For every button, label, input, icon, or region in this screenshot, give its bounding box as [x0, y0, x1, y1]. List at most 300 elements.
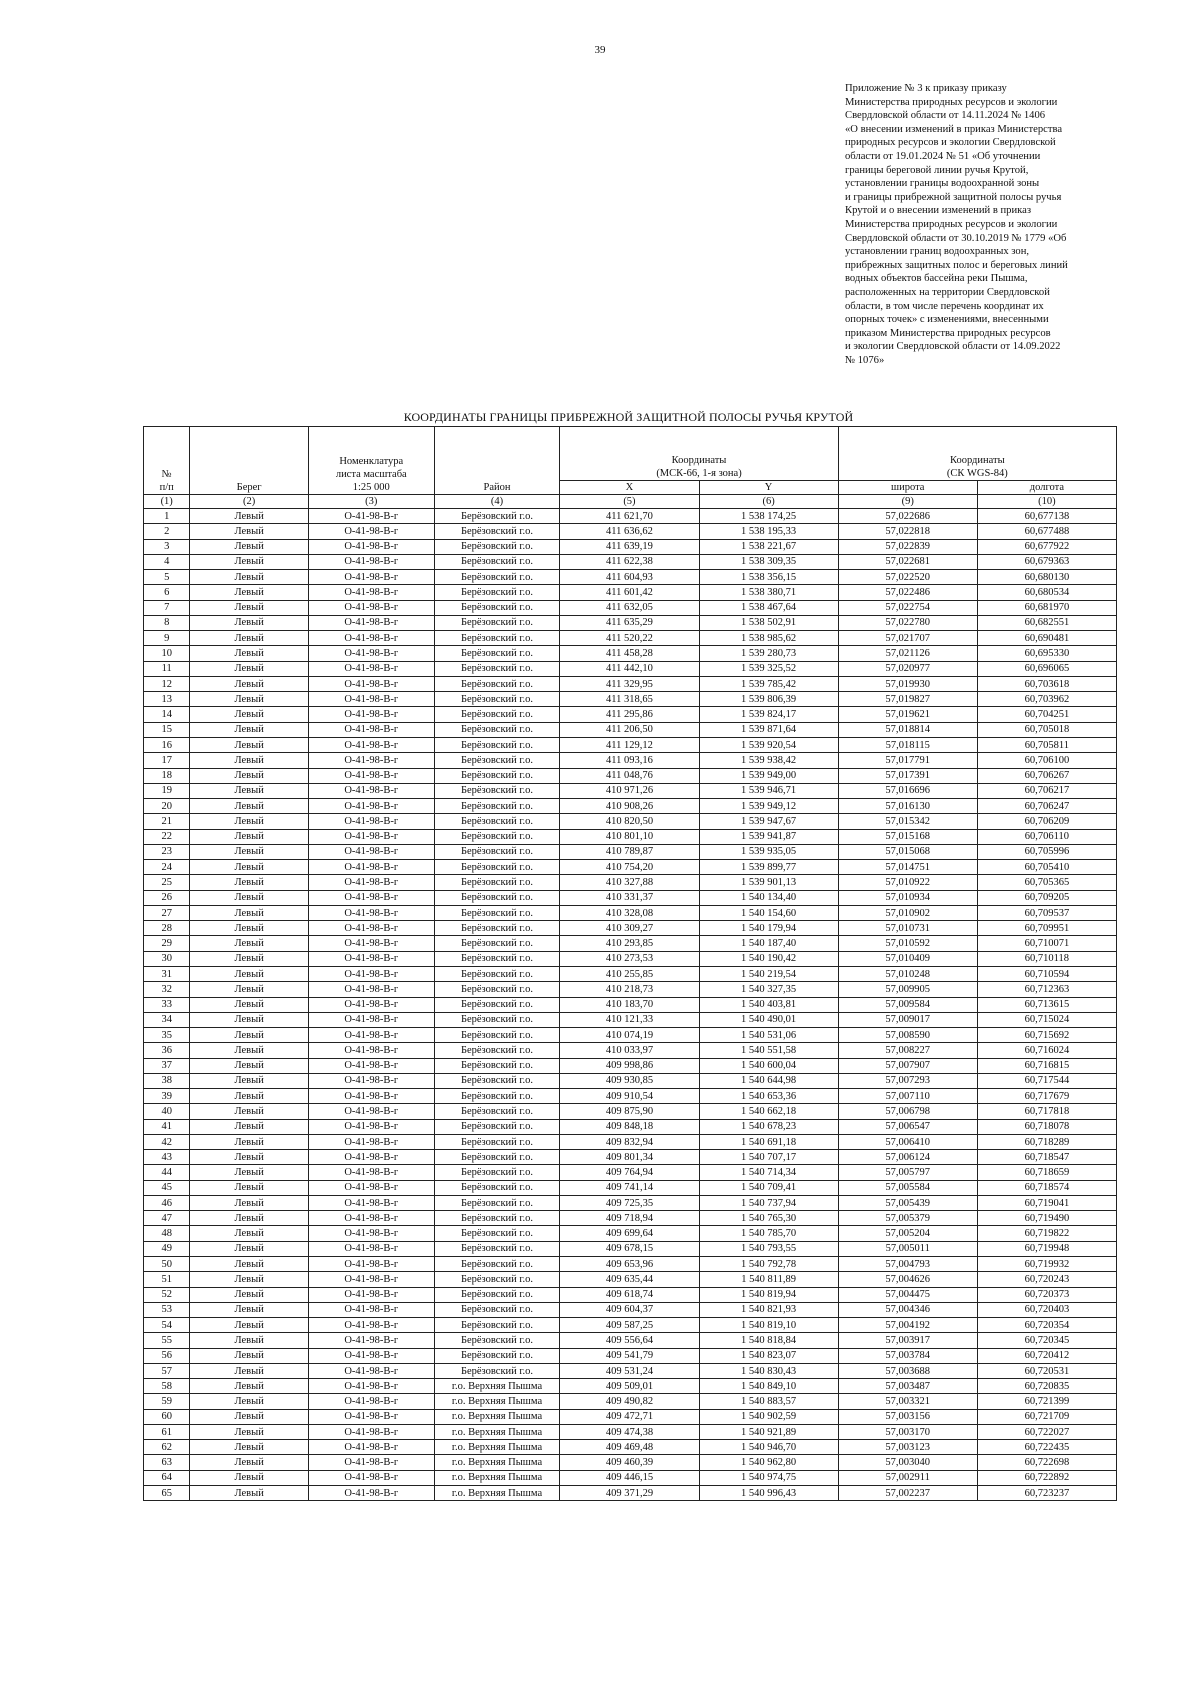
header-y: Y [699, 481, 838, 495]
sheet-cell: О-41-98-В-г [308, 844, 434, 859]
x-coord-cell: 409 635,44 [560, 1272, 699, 1287]
y-coord-cell: 1 540 403,81 [699, 997, 838, 1012]
table-row [144, 921, 1117, 936]
x-coord-cell: 410 255,85 [560, 966, 699, 981]
sheet-cell: О-41-98-В-г [308, 905, 434, 920]
latitude-cell: 57,006798 [838, 1104, 977, 1119]
table-row [144, 1424, 1117, 1439]
bank-cell: Левый [190, 1119, 309, 1134]
longitude-cell: 60,716024 [977, 1043, 1116, 1058]
latitude-cell: 57,022780 [838, 615, 977, 630]
table-row [144, 1302, 1117, 1317]
district-cell: Берёзовский г.о. [434, 737, 560, 752]
header-sheet [308, 427, 434, 495]
longitude-cell: 60,721399 [977, 1394, 1116, 1409]
row-number-cell: 37 [144, 1058, 190, 1073]
appendix-line: опорных точек» с изменениями, внесенными [845, 314, 1049, 326]
sheet-cell: О-41-98-В-г [308, 982, 434, 997]
bank-cell: Левый [190, 997, 309, 1012]
longitude-cell: 60,704251 [977, 707, 1116, 722]
x-coord-cell: 410 309,27 [560, 921, 699, 936]
bank-cell: Левый [190, 692, 309, 707]
sheet-cell: О-41-98-В-г [308, 1379, 434, 1394]
row-number-cell: 61 [144, 1424, 190, 1439]
latitude-cell: 57,019827 [838, 692, 977, 707]
bank-cell: Левый [190, 722, 309, 737]
bank-cell: Левый [190, 707, 309, 722]
x-coord-cell: 410 754,20 [560, 860, 699, 875]
y-coord-cell: 1 539 325,52 [699, 661, 838, 676]
y-coord-cell: 1 538 309,35 [699, 554, 838, 569]
y-coord-cell: 1 540 219,54 [699, 966, 838, 981]
bank-cell: Левый [190, 1134, 309, 1149]
appendix-line: установлении границ водоохранных зон, [845, 246, 1030, 258]
x-coord-cell: 410 218,73 [560, 982, 699, 997]
appendix-line: границы береговой линии ручья Крутой, [845, 164, 1029, 176]
longitude-cell: 60,679363 [977, 554, 1116, 569]
y-coord-cell: 1 540 883,57 [699, 1394, 838, 1409]
row-number-cell: 17 [144, 753, 190, 768]
y-coord-cell: 1 540 187,40 [699, 936, 838, 951]
table-row [144, 966, 1117, 981]
x-coord-cell: 410 801,10 [560, 829, 699, 844]
latitude-cell: 57,002911 [838, 1470, 977, 1485]
longitude-cell: 60,680534 [977, 585, 1116, 600]
sheet-cell: О-41-98-В-г [308, 524, 434, 539]
longitude-cell: 60,718547 [977, 1150, 1116, 1165]
sheet-cell: О-41-98-В-г [308, 1394, 434, 1409]
bank-cell: Левый [190, 600, 309, 615]
bank-cell: Левый [190, 631, 309, 646]
latitude-cell: 57,003123 [838, 1440, 977, 1455]
sheet-cell: О-41-98-В-г [308, 1241, 434, 1256]
latitude-cell: 57,017391 [838, 768, 977, 783]
x-coord-cell: 411 636,62 [560, 524, 699, 539]
bank-cell: Левый [190, 585, 309, 600]
bank-cell: Левый [190, 1012, 309, 1027]
x-coord-cell: 411 601,42 [560, 585, 699, 600]
latitude-cell: 57,010409 [838, 951, 977, 966]
row-number-cell: 10 [144, 646, 190, 661]
y-coord-cell: 1 539 938,42 [699, 753, 838, 768]
latitude-cell: 57,019930 [838, 676, 977, 691]
x-coord-cell: 411 621,70 [560, 509, 699, 524]
column-number: (4) [434, 495, 560, 509]
longitude-cell: 60,703962 [977, 692, 1116, 707]
latitude-cell: 57,010731 [838, 921, 977, 936]
sheet-cell: О-41-98-В-г [308, 1012, 434, 1027]
row-number-cell: 9 [144, 631, 190, 646]
x-coord-cell: 409 653,96 [560, 1257, 699, 1272]
longitude-cell: 60,709205 [977, 890, 1116, 905]
latitude-cell: 57,017791 [838, 753, 977, 768]
sheet-cell: О-41-98-В-г [308, 1058, 434, 1073]
latitude-cell: 57,003170 [838, 1424, 977, 1439]
row-number-cell: 25 [144, 875, 190, 890]
longitude-cell: 60,712363 [977, 982, 1116, 997]
latitude-cell: 57,005204 [838, 1226, 977, 1241]
latitude-cell: 57,021126 [838, 646, 977, 661]
table-row [144, 1318, 1117, 1333]
latitude-cell: 57,006547 [838, 1119, 977, 1134]
sheet-cell: О-41-98-В-г [308, 1165, 434, 1180]
appendix-line: Министерства природных ресурсов и экологии [845, 218, 1058, 230]
row-number-cell: 4 [144, 554, 190, 569]
y-coord-cell: 1 540 821,93 [699, 1302, 838, 1317]
table-row [144, 631, 1117, 646]
table-row [144, 1119, 1117, 1134]
longitude-cell: 60,720373 [977, 1287, 1116, 1302]
row-number-cell: 23 [144, 844, 190, 859]
district-cell: г.о. Верхняя Пышма [434, 1486, 560, 1501]
row-number-cell: 15 [144, 722, 190, 737]
table-row [144, 951, 1117, 966]
column-number: (3) [308, 495, 434, 509]
longitude-cell: 60,705410 [977, 860, 1116, 875]
row-number-cell: 16 [144, 737, 190, 752]
district-cell: Берёзовский г.о. [434, 814, 560, 829]
longitude-cell: 60,722027 [977, 1424, 1116, 1439]
latitude-cell: 57,010902 [838, 905, 977, 920]
sheet-cell: О-41-98-В-г [308, 768, 434, 783]
row-number-cell: 12 [144, 676, 190, 691]
x-coord-cell: 409 930,85 [560, 1073, 699, 1088]
appendix-line: природных ресурсов и экологии Свердловской [845, 137, 1056, 149]
latitude-cell: 57,003688 [838, 1363, 977, 1378]
latitude-cell: 57,004192 [838, 1318, 977, 1333]
bank-cell: Левый [190, 1195, 309, 1210]
table-row [144, 692, 1117, 707]
district-cell: Берёзовский г.о. [434, 600, 560, 615]
district-cell: Берёзовский г.о. [434, 966, 560, 981]
row-number-cell: 35 [144, 1028, 190, 1043]
y-coord-cell: 1 539 947,67 [699, 814, 838, 829]
row-number-cell: 36 [144, 1043, 190, 1058]
district-cell: г.о. Верхняя Пышма [434, 1470, 560, 1485]
table-row [144, 1287, 1117, 1302]
table-row [144, 997, 1117, 1012]
bank-cell: Левый [190, 676, 309, 691]
column-number: (10) [977, 495, 1116, 509]
x-coord-cell: 409 618,74 [560, 1287, 699, 1302]
x-coord-cell: 409 371,29 [560, 1486, 699, 1501]
column-number: (5) [560, 495, 699, 509]
district-cell: Берёзовский г.о. [434, 951, 560, 966]
table-row [144, 1394, 1117, 1409]
latitude-cell: 57,018814 [838, 722, 977, 737]
longitude-cell: 60,717818 [977, 1104, 1116, 1119]
row-number-cell: 26 [144, 890, 190, 905]
table-row [144, 1241, 1117, 1256]
bank-cell: Левый [190, 1379, 309, 1394]
longitude-cell: 60,720354 [977, 1318, 1116, 1333]
y-coord-cell: 1 540 644,98 [699, 1073, 838, 1088]
district-cell: г.о. Верхняя Пышма [434, 1424, 560, 1439]
table-row [144, 829, 1117, 844]
longitude-cell: 60,706247 [977, 799, 1116, 814]
y-coord-cell: 1 540 811,89 [699, 1272, 838, 1287]
bank-cell: Левый [190, 1394, 309, 1409]
bank-cell: Левый [190, 1287, 309, 1302]
sheet-cell: О-41-98-В-г [308, 676, 434, 691]
latitude-cell: 57,009017 [838, 1012, 977, 1027]
x-coord-cell: 411 442,10 [560, 661, 699, 676]
x-coord-cell: 409 718,94 [560, 1211, 699, 1226]
y-coord-cell: 1 540 792,78 [699, 1257, 838, 1272]
longitude-cell: 60,703618 [977, 676, 1116, 691]
latitude-cell: 57,015168 [838, 829, 977, 844]
longitude-cell: 60,719041 [977, 1195, 1116, 1210]
appendix-line: и экологии Свердловской области от 14.09.2022 [845, 341, 1061, 353]
longitude-cell: 60,705365 [977, 875, 1116, 890]
bank-cell: Левый [190, 524, 309, 539]
table-row [144, 722, 1117, 737]
y-coord-cell: 1 540 190,42 [699, 951, 838, 966]
sheet-cell: О-41-98-В-г [308, 1424, 434, 1439]
table-row [144, 1409, 1117, 1424]
bank-cell: Левый [190, 1318, 309, 1333]
y-coord-cell: 1 540 134,40 [699, 890, 838, 905]
district-cell: Берёзовский г.о. [434, 585, 560, 600]
longitude-cell: 60,720531 [977, 1363, 1116, 1378]
x-coord-cell: 410 789,87 [560, 844, 699, 859]
x-coord-cell: 409 910,54 [560, 1089, 699, 1104]
longitude-cell: 60,722435 [977, 1440, 1116, 1455]
bank-cell: Левый [190, 905, 309, 920]
district-cell: Берёзовский г.о. [434, 1012, 560, 1027]
table-row [144, 524, 1117, 539]
bank-cell: Левый [190, 936, 309, 951]
longitude-cell: 60,690481 [977, 631, 1116, 646]
row-number-cell: 47 [144, 1211, 190, 1226]
header-sheet-line1: Номенклатура [339, 456, 404, 467]
longitude-cell: 60,718078 [977, 1119, 1116, 1134]
sheet-cell: О-41-98-В-г [308, 936, 434, 951]
longitude-cell: 60,709537 [977, 905, 1116, 920]
bank-cell: Левый [190, 1333, 309, 1348]
sheet-cell: О-41-98-В-г [308, 890, 434, 905]
longitude-cell: 60,710118 [977, 951, 1116, 966]
sheet-cell: О-41-98-В-г [308, 1180, 434, 1195]
latitude-cell: 57,005797 [838, 1165, 977, 1180]
table-row [144, 1272, 1117, 1287]
latitude-cell: 57,022686 [838, 509, 977, 524]
sheet-cell: О-41-98-В-г [308, 1470, 434, 1485]
bank-cell: Левый [190, 951, 309, 966]
appendix-line: № 1076» [845, 354, 885, 366]
district-cell: Берёзовский г.о. [434, 799, 560, 814]
row-number-cell: 21 [144, 814, 190, 829]
coordinates-table [143, 426, 1117, 1501]
row-number-cell: 44 [144, 1165, 190, 1180]
sheet-cell: О-41-98-В-г [308, 1150, 434, 1165]
y-coord-cell: 1 540 490,01 [699, 1012, 838, 1027]
x-coord-cell: 409 764,94 [560, 1165, 699, 1180]
table-row [144, 646, 1117, 661]
bank-cell: Левый [190, 1104, 309, 1119]
header-lon: долгота [977, 481, 1116, 495]
district-cell: Берёзовский г.о. [434, 1195, 560, 1210]
table-row [144, 676, 1117, 691]
header-wgs [838, 427, 1116, 481]
bank-cell: Левый [190, 661, 309, 676]
y-coord-cell: 1 540 902,59 [699, 1409, 838, 1424]
x-coord-cell: 410 820,50 [560, 814, 699, 829]
y-coord-cell: 1 540 327,35 [699, 982, 838, 997]
sheet-cell: О-41-98-В-г [308, 707, 434, 722]
x-coord-cell: 409 801,34 [560, 1150, 699, 1165]
row-number-cell: 54 [144, 1318, 190, 1333]
y-coord-cell: 1 540 793,55 [699, 1241, 838, 1256]
y-coord-cell: 1 539 871,64 [699, 722, 838, 737]
bank-cell: Левый [190, 1455, 309, 1470]
y-coord-cell: 1 539 806,39 [699, 692, 838, 707]
bank-cell: Левый [190, 921, 309, 936]
table-row [144, 615, 1117, 630]
header-x: X [560, 481, 699, 495]
latitude-cell: 57,022839 [838, 539, 977, 554]
y-coord-cell: 1 540 678,23 [699, 1119, 838, 1134]
header-number [144, 427, 190, 495]
y-coord-cell: 1 540 830,43 [699, 1363, 838, 1378]
table-row [144, 1028, 1117, 1043]
y-coord-cell: 1 539 941,87 [699, 829, 838, 844]
table-row [144, 1348, 1117, 1363]
appendix-line: области, в том числе перечень координат их [845, 300, 1044, 312]
sheet-cell: О-41-98-В-г [308, 783, 434, 798]
table-row [144, 1226, 1117, 1241]
table-row [144, 1333, 1117, 1348]
row-number-cell: 5 [144, 570, 190, 585]
y-coord-cell: 1 540 707,17 [699, 1150, 838, 1165]
district-cell: Берёзовский г.о. [434, 997, 560, 1012]
sheet-cell: О-41-98-В-г [308, 737, 434, 752]
row-number-cell: 24 [144, 860, 190, 875]
bank-cell: Левый [190, 768, 309, 783]
table-row [144, 1150, 1117, 1165]
x-coord-cell: 409 848,18 [560, 1119, 699, 1134]
header-sheet-line3: 1:25 000 [352, 482, 390, 493]
district-cell: Берёзовский г.о. [434, 1058, 560, 1073]
y-coord-cell: 1 540 714,34 [699, 1165, 838, 1180]
district-cell: Берёзовский г.о. [434, 722, 560, 737]
longitude-cell: 60,706110 [977, 829, 1116, 844]
bank-cell: Левый [190, 1058, 309, 1073]
longitude-cell: 60,720403 [977, 1302, 1116, 1317]
table-row [144, 860, 1117, 875]
row-number-cell: 53 [144, 1302, 190, 1317]
district-cell: Берёзовский г.о. [434, 829, 560, 844]
row-number-cell: 58 [144, 1379, 190, 1394]
longitude-cell: 60,713615 [977, 997, 1116, 1012]
latitude-cell: 57,006410 [838, 1134, 977, 1149]
table-row [144, 875, 1117, 890]
y-coord-cell: 1 538 195,33 [699, 524, 838, 539]
bank-cell: Левый [190, 1073, 309, 1088]
row-number-cell: 7 [144, 600, 190, 615]
table-row [144, 982, 1117, 997]
district-cell: Берёзовский г.о. [434, 1165, 560, 1180]
x-coord-cell: 410 908,26 [560, 799, 699, 814]
header-msk [560, 427, 838, 481]
table-row [144, 814, 1117, 829]
bank-cell: Левый [190, 814, 309, 829]
y-coord-cell: 1 540 154,60 [699, 905, 838, 920]
y-coord-cell: 1 539 901,13 [699, 875, 838, 890]
table-row [144, 1211, 1117, 1226]
sheet-cell: О-41-98-В-г [308, 1089, 434, 1104]
sheet-cell: О-41-98-В-г [308, 829, 434, 844]
latitude-cell: 57,008590 [838, 1028, 977, 1043]
sheet-cell: О-41-98-В-г [308, 600, 434, 615]
district-cell: Берёзовский г.о. [434, 524, 560, 539]
y-coord-cell: 1 539 899,77 [699, 860, 838, 875]
latitude-cell: 57,016696 [838, 783, 977, 798]
x-coord-cell: 409 469,48 [560, 1440, 699, 1455]
longitude-cell: 60,705811 [977, 737, 1116, 752]
row-number-cell: 27 [144, 905, 190, 920]
bank-cell: Левый [190, 860, 309, 875]
district-cell: Берёзовский г.о. [434, 1241, 560, 1256]
longitude-cell: 60,722892 [977, 1470, 1116, 1485]
longitude-cell: 60,677138 [977, 509, 1116, 524]
district-cell: Берёзовский г.о. [434, 1119, 560, 1134]
y-coord-cell: 1 540 819,10 [699, 1318, 838, 1333]
longitude-cell: 60,720345 [977, 1333, 1116, 1348]
latitude-cell: 57,005584 [838, 1180, 977, 1195]
longitude-cell: 60,722698 [977, 1455, 1116, 1470]
bank-cell: Левый [190, 1363, 309, 1378]
latitude-cell: 57,014751 [838, 860, 977, 875]
bank-cell: Левый [190, 1226, 309, 1241]
table-row [144, 707, 1117, 722]
y-coord-cell: 1 539 949,00 [699, 768, 838, 783]
row-number-cell: 55 [144, 1333, 190, 1348]
row-number-cell: 46 [144, 1195, 190, 1210]
x-coord-cell: 411 635,29 [560, 615, 699, 630]
bank-cell: Левый [190, 1211, 309, 1226]
table-row [144, 661, 1117, 676]
district-cell: Берёзовский г.о. [434, 1363, 560, 1378]
sheet-cell: О-41-98-В-г [308, 1134, 434, 1149]
x-coord-cell: 409 446,15 [560, 1470, 699, 1485]
bank-cell: Левый [190, 1165, 309, 1180]
y-coord-cell: 1 539 935,05 [699, 844, 838, 859]
row-number-cell: 13 [144, 692, 190, 707]
y-coord-cell: 1 538 174,25 [699, 509, 838, 524]
sheet-cell: О-41-98-В-г [308, 966, 434, 981]
x-coord-cell: 409 474,38 [560, 1424, 699, 1439]
bank-cell: Левый [190, 1272, 309, 1287]
bank-cell: Левый [190, 1348, 309, 1363]
latitude-cell: 57,005379 [838, 1211, 977, 1226]
x-coord-cell: 411 458,28 [560, 646, 699, 661]
table-row [144, 1440, 1117, 1455]
x-coord-cell: 409 604,37 [560, 1302, 699, 1317]
sheet-cell: О-41-98-В-г [308, 631, 434, 646]
x-coord-cell: 409 531,24 [560, 1363, 699, 1378]
sheet-cell: О-41-98-В-г [308, 1287, 434, 1302]
longitude-cell: 60,715024 [977, 1012, 1116, 1027]
row-number-cell: 56 [144, 1348, 190, 1363]
latitude-cell: 57,003487 [838, 1379, 977, 1394]
row-number-cell: 50 [144, 1257, 190, 1272]
y-coord-cell: 1 538 380,71 [699, 585, 838, 600]
district-cell: Берёзовский г.о. [434, 982, 560, 997]
sheet-cell: О-41-98-В-г [308, 875, 434, 890]
district-cell: Берёзовский г.о. [434, 860, 560, 875]
appendix-line: и границы прибрежной защитной полосы ручья [845, 191, 1062, 203]
